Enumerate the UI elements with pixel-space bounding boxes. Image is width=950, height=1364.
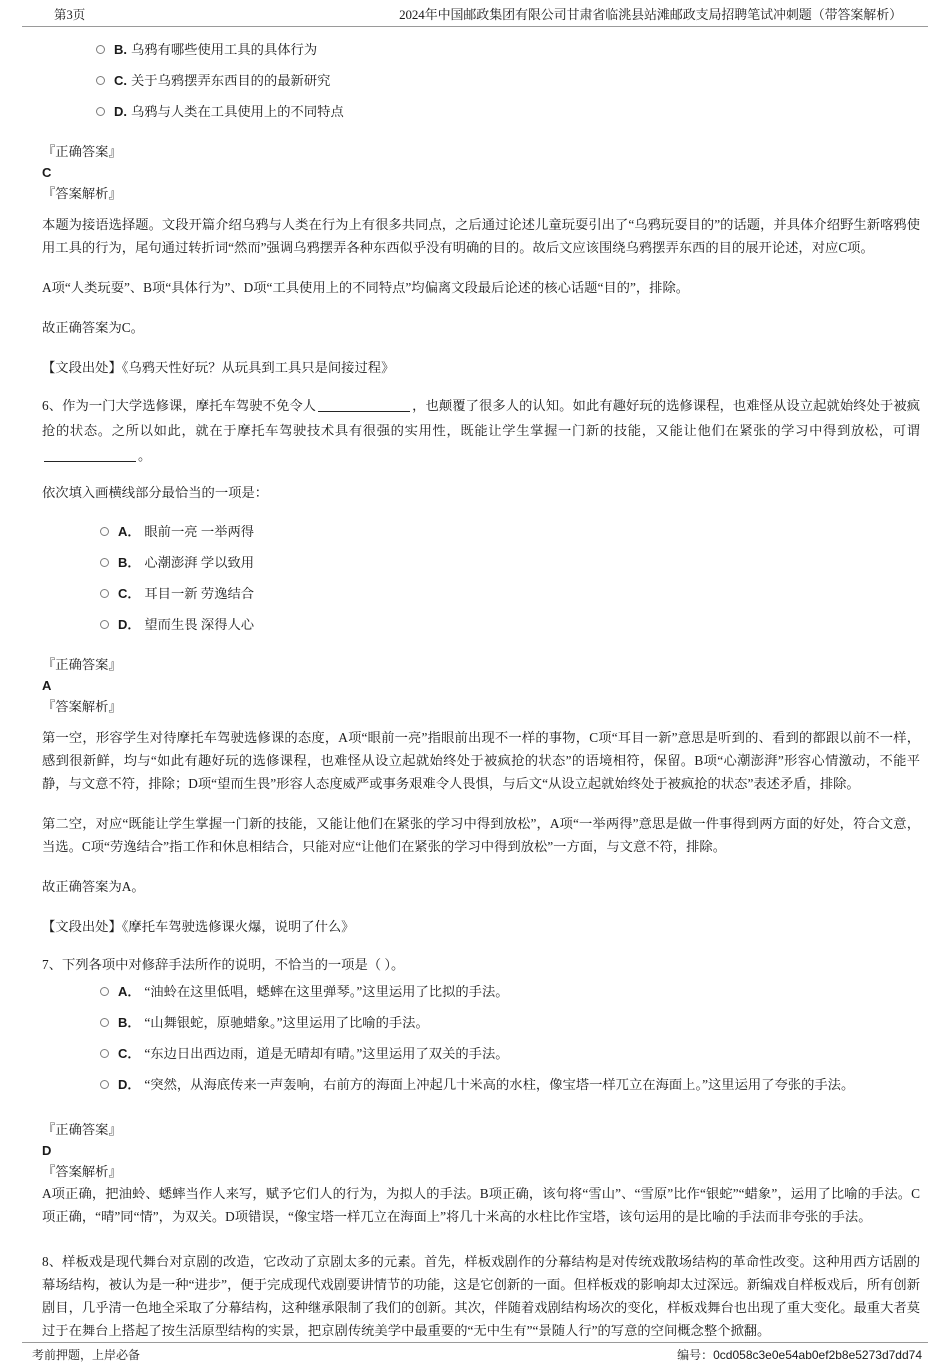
option-text: 关于乌鸦摆弄东西目的的最新研究 <box>131 73 331 88</box>
radio-button-icon[interactable] <box>100 558 109 567</box>
option-key: B． <box>118 555 141 570</box>
option-text: 乌鸦与人类在工具使用上的不同特点 <box>131 104 344 119</box>
correct-answer-label: 『正确答案』 <box>42 657 122 672</box>
page-number: 第3页 <box>54 8 86 22</box>
spacer <box>42 938 920 952</box>
spacer <box>42 512 920 521</box>
option-item[interactable] <box>42 521 920 543</box>
question6-stem-part2: ，也颠覆了很多人的认知。如此有趣好玩的选修课程，也难怪从设立起就始终处于被疯抢的状态。之所以如此，就在于摩托车驾驶技术具有很强的实用性，既能让学生掌握一门新的技能，又能让他们在紧张的学习中得到放松，可谓 <box>42 398 920 438</box>
option-key: C． <box>118 586 141 601</box>
spacer <box>42 267 920 276</box>
serial-label: 编号： <box>677 1348 714 1362</box>
document-content <box>0 27 950 1342</box>
serial-value: 0cd058c3e0e54ab0ef2b8e5273d7dd74 <box>713 1348 922 1362</box>
question6-stem <box>42 393 920 468</box>
radio-button-icon[interactable] <box>100 527 109 536</box>
option-item[interactable] <box>42 583 920 605</box>
option-key: C. <box>114 73 127 88</box>
footer-serial <box>677 1347 922 1364</box>
option-item[interactable] <box>42 981 920 1003</box>
spacer <box>42 472 920 481</box>
option-key: A． <box>118 524 141 539</box>
question6-stem-part3: 。 <box>138 448 152 463</box>
option-text: “东边日出西边雨，道是无晴却有晴。”这里运用了双关的手法。 <box>144 1046 509 1061</box>
option-item[interactable] <box>42 70 920 92</box>
spacer <box>42 803 920 812</box>
option-item[interactable] <box>42 614 920 636</box>
spacer <box>42 866 920 875</box>
spacer <box>42 307 920 316</box>
option-text: “山舞银蛇，原驰蜡象。”这里运用了比喻的手法。 <box>144 1015 429 1030</box>
radio-button-icon[interactable] <box>100 1080 109 1089</box>
option-item[interactable] <box>42 1043 920 1065</box>
question7-stem: 7、下列各项中对修辞手法所作的说明，不恰当的一项是（ ）。 <box>42 957 405 972</box>
question6-instruction: 依次填入画横线部分最恰当的一项是： <box>42 485 269 500</box>
correct-answer-label: 『正确答案』 <box>42 144 122 159</box>
question5-options-list <box>42 39 920 123</box>
analysis-conclusion: 故正确答案为C。 <box>42 320 144 335</box>
option-key: B． <box>118 1015 141 1030</box>
option-text: 眼前一亮 一举两得 <box>144 524 255 539</box>
option-key: D． <box>118 1077 141 1092</box>
spacer <box>42 717 920 726</box>
option-item[interactable] <box>42 101 920 123</box>
question7-options-list <box>42 981 920 1096</box>
option-item[interactable] <box>42 1012 920 1034</box>
question6-options-list <box>42 521 920 636</box>
radio-button-icon[interactable] <box>96 76 105 85</box>
analysis-conclusion: 故正确答案为A。 <box>42 879 145 894</box>
document-title: 2024年中国邮政集团有限公司甘肃省临洮县站滩邮政支局招聘笔试冲刺题（带答案解析） <box>399 7 902 22</box>
radio-button-icon[interactable] <box>96 45 105 54</box>
spacer <box>42 347 920 356</box>
radio-button-icon[interactable] <box>100 1018 109 1027</box>
spacer <box>42 906 920 915</box>
option-key: D． <box>118 617 141 632</box>
cloze-blank-2 <box>44 447 136 462</box>
spacer <box>42 204 920 213</box>
spacer <box>42 645 920 654</box>
spacer <box>42 1236 920 1250</box>
correct-answer-label: 『正确答案』 <box>42 1122 122 1137</box>
option-text: “突然，从海底传来一声轰响，右前方的海面上冲起几十米高的水柱，像宝塔一样兀立在海面上。”这里运用了夸张的手法。 <box>144 1077 855 1092</box>
question6-stem-part1: 6、作为一门大学选修课，摩托车驾驶不免令人 <box>42 398 317 413</box>
option-key: D. <box>114 104 127 119</box>
passage-source: 【文段出处】《摩托车驾驶选修课火爆，说明了什么》 <box>42 919 355 934</box>
radio-button-icon[interactable] <box>100 620 109 629</box>
option-item[interactable] <box>42 1074 920 1096</box>
radio-button-icon[interactable] <box>100 1049 109 1058</box>
page-footer <box>22 1342 928 1364</box>
analysis-paragraph: 第一空，形容学生对待摩托车驾驶选修课的态度，A项“眼前一亮”指眼前出现不一样的事物，C项“耳目一新”意思是听到的、看到的都跟以前不一样，感到很新鲜，均与“如此有趣好玩的选修课程，也难怪从设立起就始终处于被疯抢的状态”的语境相符，保留。B项“心潮澎湃”形容心情激动，不能平静，与文意不符，排除；D项“望而生畏”形容人态度威严或事务艰难令人畏惧，与后文“从设立起就始终处于被疯抢的状态”表述矛盾，排除。 <box>42 730 920 791</box>
passage-source: 【文段出处】《乌鸦天性好玩？从玩具到工具只是间接过程》 <box>42 360 395 375</box>
radio-button-icon[interactable] <box>100 987 109 996</box>
option-text: 乌鸦有哪些使用工具的具体行为 <box>131 42 318 57</box>
option-item[interactable] <box>42 39 920 61</box>
cloze-blank-1 <box>318 397 410 412</box>
radio-button-icon[interactable] <box>100 589 109 598</box>
option-text: “油蛉在这里低唱，蟋蟀在这里弹琴。”这里运用了比拟的手法。 <box>144 984 509 999</box>
correct-answer-value: A <box>42 678 52 693</box>
option-key: A． <box>118 984 141 999</box>
answer-analysis-label: 『答案解析』 <box>42 699 122 714</box>
page-header <box>22 0 928 27</box>
option-key: B. <box>114 42 127 57</box>
radio-button-icon[interactable] <box>96 107 105 116</box>
option-key: C． <box>118 1046 141 1061</box>
option-text: 心潮澎湃 学以致用 <box>144 555 255 570</box>
correct-answer-value: D <box>42 1143 52 1158</box>
analysis-paragraph: 本题为接语选择题。文段开篇介绍乌鸦与人类在行为上有很多共同点，之后通过论述儿童玩耍引出了“乌鸦玩耍目的”的话题，并具体介绍野生新喀鸦使用工具的行为，尾句通过转折词“然而”强调乌鸦摆弄各种东西似乎没有明确的目的。故后文应该围绕乌鸦摆弄东西的目的展开论述，对应C项。 <box>42 217 920 255</box>
answer-analysis-label: 『答案解析』 <box>42 186 122 201</box>
option-text: 望而生畏 深得人心 <box>144 617 255 632</box>
correct-answer-value: C <box>42 165 52 180</box>
analysis-paragraph: 第二空，对应“既能让学生掌握一门新的技能，又能让他们在紧张的学习中得到放松”，A项“一举两得”意思是做一件事得到两方面的好处，符合文意，当选。C项“劳逸结合”指工作和休息相结合，只能对应“让他们在紧张的学习中得到放松”一方面，与文意不符，排除。 <box>42 816 920 854</box>
spacer <box>42 132 920 141</box>
question8-stem: 8、样板戏是现代舞台对京剧的改造，它改动了京剧太多的元素。首先，样板戏剧作的分幕结构是对传统戏散场结构的革命性改变。这种用西方话剧的幕场结构，被认为是一种“进步”，便于完成现代戏剧要讲情节的功能，这是它创新的一面。但样板戏的影响却太过深远。新编戏自样板戏后，所有创新剧目，几乎清一色地全采取了分幕结构，这种继承限制了我们的创新。其次，伴随着戏剧结构场次的变化，样板戏舞台也出现了重大变化。最重大者莫过于在舞台上搭起了按生活原型结构的实景，把京剧传统美学中最重要的“无中生有”“景随人行”的写意的空间概念整个掀翻。 <box>42 1254 920 1338</box>
spacer <box>42 1105 920 1119</box>
spacer <box>42 379 920 393</box>
option-item[interactable] <box>42 552 920 574</box>
option-text: 耳目一新 劳逸结合 <box>144 586 255 601</box>
answer-analysis-label: 『答案解析』 <box>42 1164 122 1179</box>
analysis-paragraph: A项“人类玩耍”、B项“具体行为”、D项“工具使用上的不同特点”均偏离文段最后论述的核心话题“目的”，排除。 <box>42 280 690 295</box>
footer-slogan: 考前押题，上岸必备 <box>32 1348 141 1362</box>
analysis-paragraph: A项正确，把油蛉、蟋蟀当作人来写，赋予它们人的行为，为拟人的手法。B项正确，该句将“雪山”、“雪原”比作“银蛇”“蜡象”，运用了比喻的手法。C项正确，“晴”同“情”，为双关。D项错误，“像宝塔一样兀立在海面上”将几十米高的水柱比作宝塔，该句运用的是比喻的手法而非夸张的手法。 <box>42 1186 920 1224</box>
